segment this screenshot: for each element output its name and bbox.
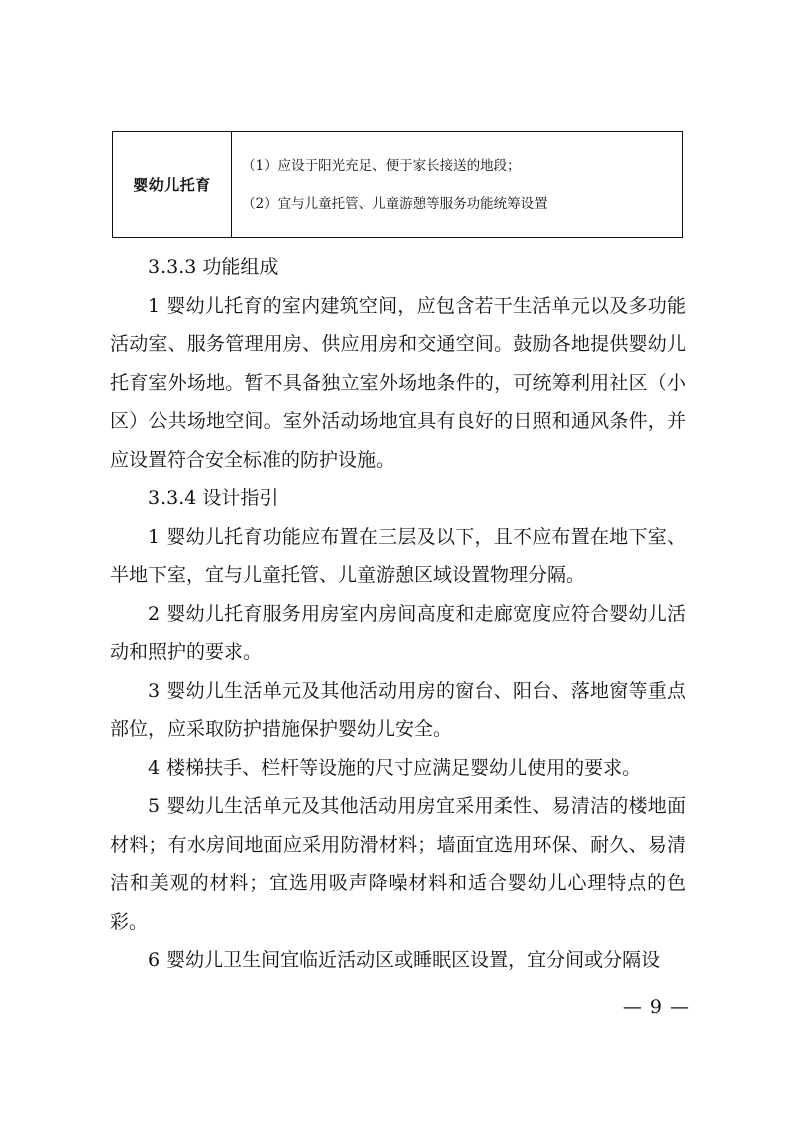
paragraph-334-2: 2 婴幼儿托育服务用房室内房间高度和走廊宽度应符合婴幼儿活动和照护的要求。 — [110, 602, 686, 663]
section-heading-334: 3.3.4 设计指引 — [148, 487, 279, 509]
paragraph-334-5: 5 婴幼儿生活单元及其他活动用房宜采用柔性、易清洁的楼地面材料；有水房间地面应采用防滑材料；墙面宜选用环保、耐久、易清洁和美观的材料；宜选用吸声降噪材料和适合婴幼儿心理特点的色彩。 — [110, 795, 686, 933]
table-items-cell — [232, 132, 683, 238]
paragraph-334-4: 4 楼梯扶手、栏杆等设施的尺寸应满足婴幼儿使用的要求。 — [148, 756, 642, 779]
paragraph-333-1: 1 婴幼儿托育的室内建筑空间，应包含若干生活单元以及多功能活动室、服务管理用房、供应用房和交通空间。鼓励各地提供婴幼儿托育室外场地。暂不具备独立室外场地条件的，可统筹利用社区（小区）公共场地空间。室外活动场地宜具有良好的日照和通风条件，并应设置符合安全标准的防护设施。 — [110, 294, 686, 471]
requirements-table — [112, 131, 683, 238]
section-heading-333: 3.3.3 功能组成 — [148, 256, 279, 278]
table-item-2: （2）宜与儿童托管、儿童游憩等服务功能统筹设置 — [242, 195, 548, 212]
page-number: — 9 — — [622, 996, 690, 1018]
body-text — [110, 248, 686, 980]
table-row — [113, 132, 683, 238]
paragraph-334-1: 1 婴幼儿托育功能应布置在三层及以下，且不应布置在地下室、半地下室，宜与儿童托管、儿童游憩区域设置物理分隔。 — [110, 525, 686, 586]
paragraph-334-6: 6 婴幼儿卫生间宜临近活动区或睡眠区设置，宜分间或分隔设 — [148, 949, 661, 971]
table-label-cell: 婴幼儿托育 — [113, 132, 232, 238]
table-item-1: （1）应设于阳光充足、便于家长接送的地段； — [242, 157, 521, 174]
paragraph-334-3: 3 婴幼儿生活单元及其他活动用房的窗台、阳台、落地窗等重点部位，应采取防护措施保护婴幼儿安全。 — [110, 679, 686, 740]
